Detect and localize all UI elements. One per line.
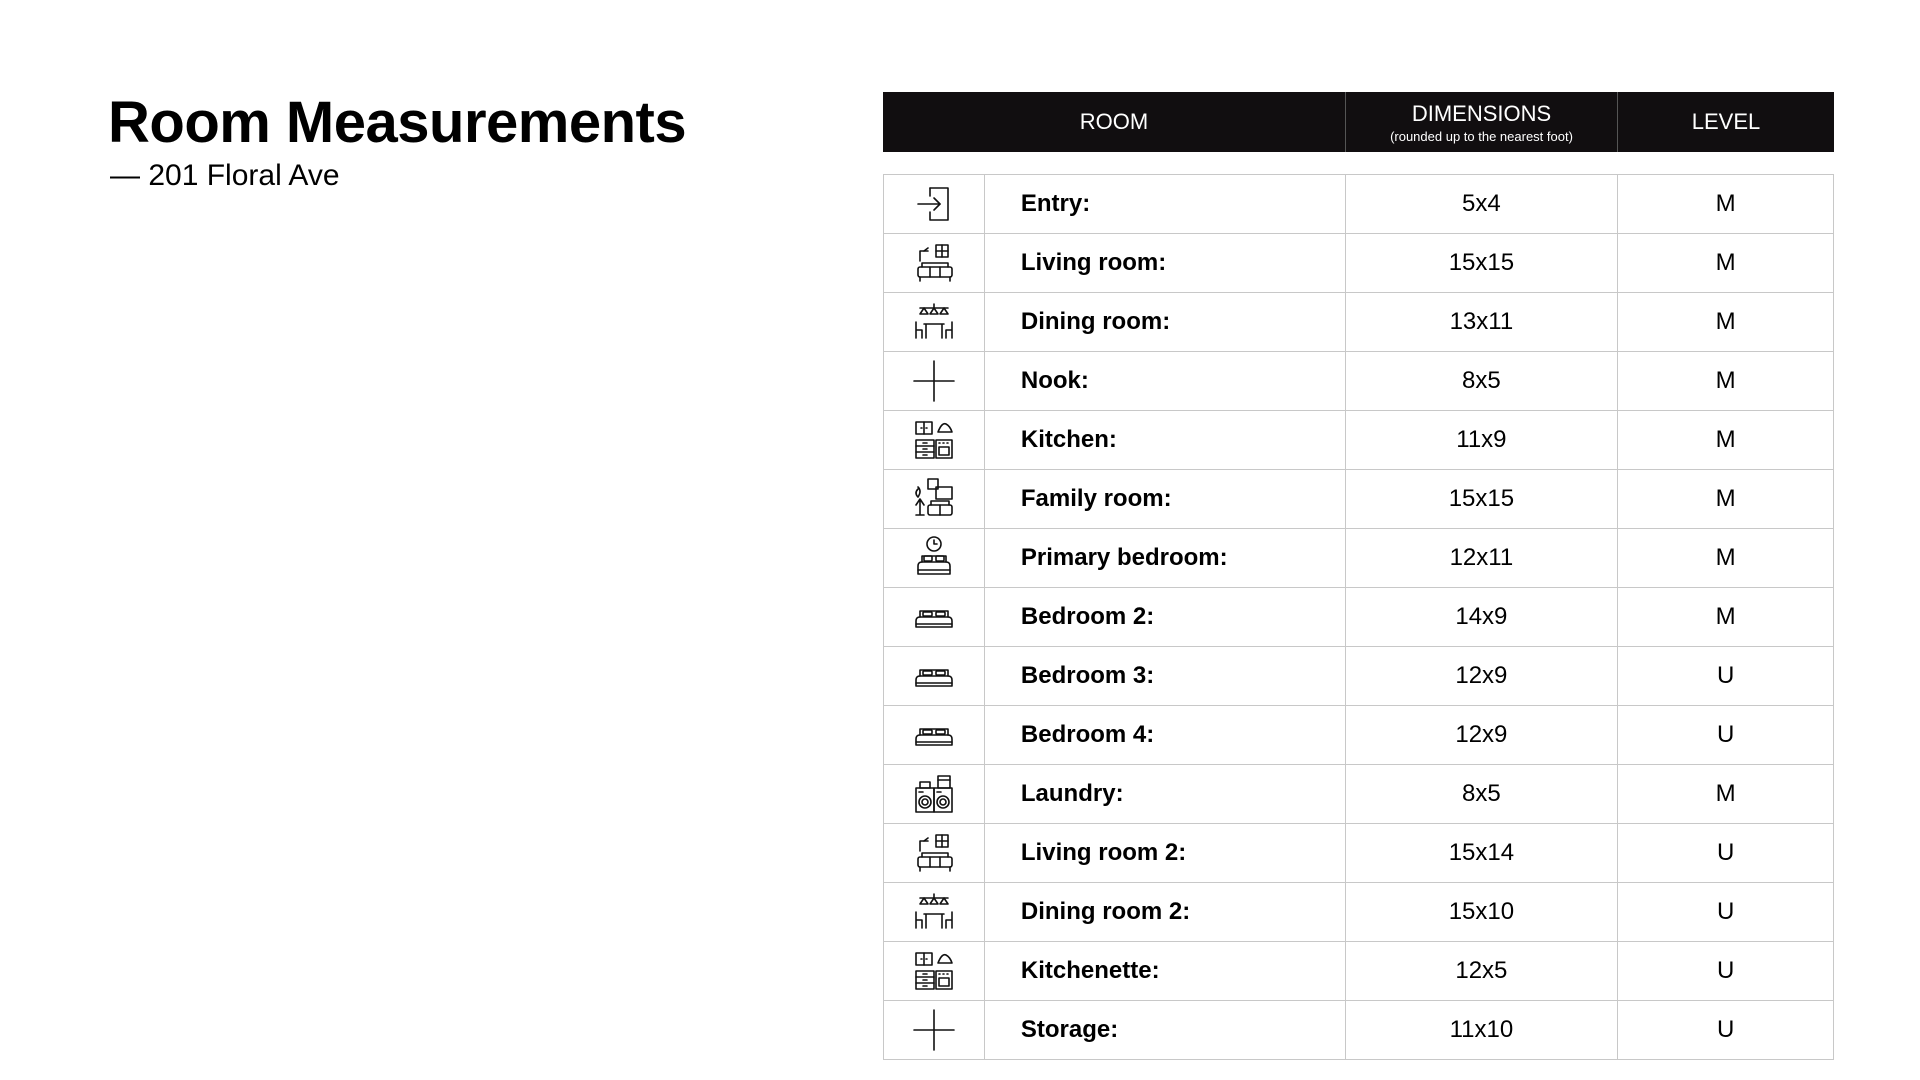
- room-name-cell: Family room:: [985, 470, 1346, 528]
- entry-icon: [910, 180, 958, 228]
- kitchen-icon: [910, 947, 958, 995]
- page-title: Room Measurements: [108, 90, 687, 155]
- room-dimensions-cell: 5x4: [1346, 175, 1619, 233]
- room-name-cell: Kitchenette:: [985, 942, 1346, 1000]
- room-level-cell: U: [1618, 883, 1834, 941]
- room-level-cell: M: [1618, 765, 1834, 823]
- table-row: [884, 352, 1834, 411]
- page-subtitle: — 201 Floral Ave: [110, 159, 340, 192]
- room-icon-cell: [884, 411, 985, 469]
- laundry-icon: [910, 770, 958, 818]
- dining-room-icon: [910, 888, 958, 936]
- table-row: [884, 942, 1834, 1001]
- room-level-cell: U: [1618, 942, 1834, 1000]
- room-name-cell: Living room:: [985, 234, 1346, 292]
- room-dimensions-cell: 15x14: [1346, 824, 1619, 882]
- room-name-cell: Storage:: [985, 1001, 1346, 1059]
- column-header-level-label: LEVEL: [1691, 109, 1761, 134]
- bed-icon: [910, 652, 958, 700]
- table-row: [884, 293, 1834, 352]
- room-dimensions-cell: 12x9: [1346, 706, 1619, 764]
- table-row: [884, 706, 1834, 765]
- family-room-icon: [910, 475, 958, 523]
- room-table: [883, 92, 1834, 1060]
- bed-icon: [910, 711, 958, 759]
- table-row: [884, 588, 1834, 647]
- bed-icon: [910, 593, 958, 641]
- column-header-dimensions-note: (rounded up to the nearest foot): [1390, 128, 1573, 144]
- table-header: [883, 92, 1834, 152]
- room-icon-cell: [884, 293, 985, 351]
- column-header-dimensions-label: DIMENSIONS: [1411, 100, 1552, 126]
- table-row: [884, 647, 1834, 706]
- room-dimensions-cell: 11x9: [1346, 411, 1619, 469]
- room-level-cell: M: [1618, 175, 1834, 233]
- room-icon-cell: [884, 706, 985, 764]
- room-icon-cell: [884, 765, 985, 823]
- table-row: [884, 470, 1834, 529]
- room-name-cell: Bedroom 2:: [985, 588, 1346, 646]
- table-body: [883, 174, 1834, 1060]
- room-level-cell: M: [1618, 529, 1834, 587]
- room-name-cell: Bedroom 3:: [985, 647, 1346, 705]
- room-name-cell: Dining room 2:: [985, 883, 1346, 941]
- room-dimensions-cell: 14x9: [1346, 588, 1619, 646]
- room-icon-cell: [884, 647, 985, 705]
- room-dimensions-cell: 15x10: [1346, 883, 1619, 941]
- room-level-cell: U: [1618, 1001, 1834, 1059]
- table-row: [884, 1001, 1834, 1060]
- room-dimensions-cell: 12x5: [1346, 942, 1619, 1000]
- room-name-cell: Kitchen:: [985, 411, 1346, 469]
- cross-icon: [910, 357, 958, 405]
- table-row: [884, 234, 1834, 293]
- table-row: [884, 411, 1834, 470]
- room-level-cell: M: [1618, 588, 1834, 646]
- room-icon-cell: [884, 470, 985, 528]
- room-icon-cell: [884, 175, 985, 233]
- room-level-cell: M: [1618, 411, 1834, 469]
- room-level-cell: M: [1618, 234, 1834, 292]
- table-row: [884, 529, 1834, 588]
- room-icon-cell: [884, 824, 985, 882]
- room-dimensions-cell: 11x10: [1346, 1001, 1619, 1059]
- room-name-cell: Laundry:: [985, 765, 1346, 823]
- kitchen-icon: [910, 416, 958, 464]
- dining-room-icon: [910, 298, 958, 346]
- room-name-cell: Living room 2:: [985, 824, 1346, 882]
- room-level-cell: U: [1618, 824, 1834, 882]
- room-dimensions-cell: 15x15: [1346, 470, 1619, 528]
- room-level-cell: U: [1618, 706, 1834, 764]
- primary-bedroom-icon: [910, 534, 958, 582]
- room-dimensions-cell: 8x5: [1346, 765, 1619, 823]
- room-level-cell: U: [1618, 647, 1834, 705]
- room-dimensions-cell: 8x5: [1346, 352, 1619, 410]
- room-icon-cell: [884, 529, 985, 587]
- room-icon-cell: [884, 234, 985, 292]
- room-name-cell: Nook:: [985, 352, 1346, 410]
- column-header-room-label: ROOM: [1079, 109, 1149, 134]
- room-icon-cell: [884, 942, 985, 1000]
- table-row: [884, 175, 1834, 234]
- room-icon-cell: [884, 1001, 985, 1059]
- room-dimensions-cell: 12x11: [1346, 529, 1619, 587]
- room-name-cell: Entry:: [985, 175, 1346, 233]
- living-room-icon: [910, 829, 958, 877]
- room-icon-cell: [884, 352, 985, 410]
- room-dimensions-cell: 15x15: [1346, 234, 1619, 292]
- room-name-cell: Bedroom 4:: [985, 706, 1346, 764]
- room-name-cell: Dining room:: [985, 293, 1346, 351]
- table-row: [884, 883, 1834, 942]
- room-name-cell: Primary bedroom:: [985, 529, 1346, 587]
- room-dimensions-cell: 12x9: [1346, 647, 1619, 705]
- room-level-cell: M: [1618, 470, 1834, 528]
- table-row: [884, 765, 1834, 824]
- room-dimensions-cell: 13x11: [1346, 293, 1619, 351]
- living-room-icon: [910, 239, 958, 287]
- room-icon-cell: [884, 883, 985, 941]
- cross-icon: [910, 1006, 958, 1054]
- table-row: [884, 824, 1834, 883]
- room-level-cell: M: [1618, 352, 1834, 410]
- column-header-level: [1618, 92, 1834, 152]
- column-header-room: [883, 92, 1346, 152]
- room-level-cell: M: [1618, 293, 1834, 351]
- column-header-dimensions: [1346, 92, 1618, 152]
- room-icon-cell: [884, 588, 985, 646]
